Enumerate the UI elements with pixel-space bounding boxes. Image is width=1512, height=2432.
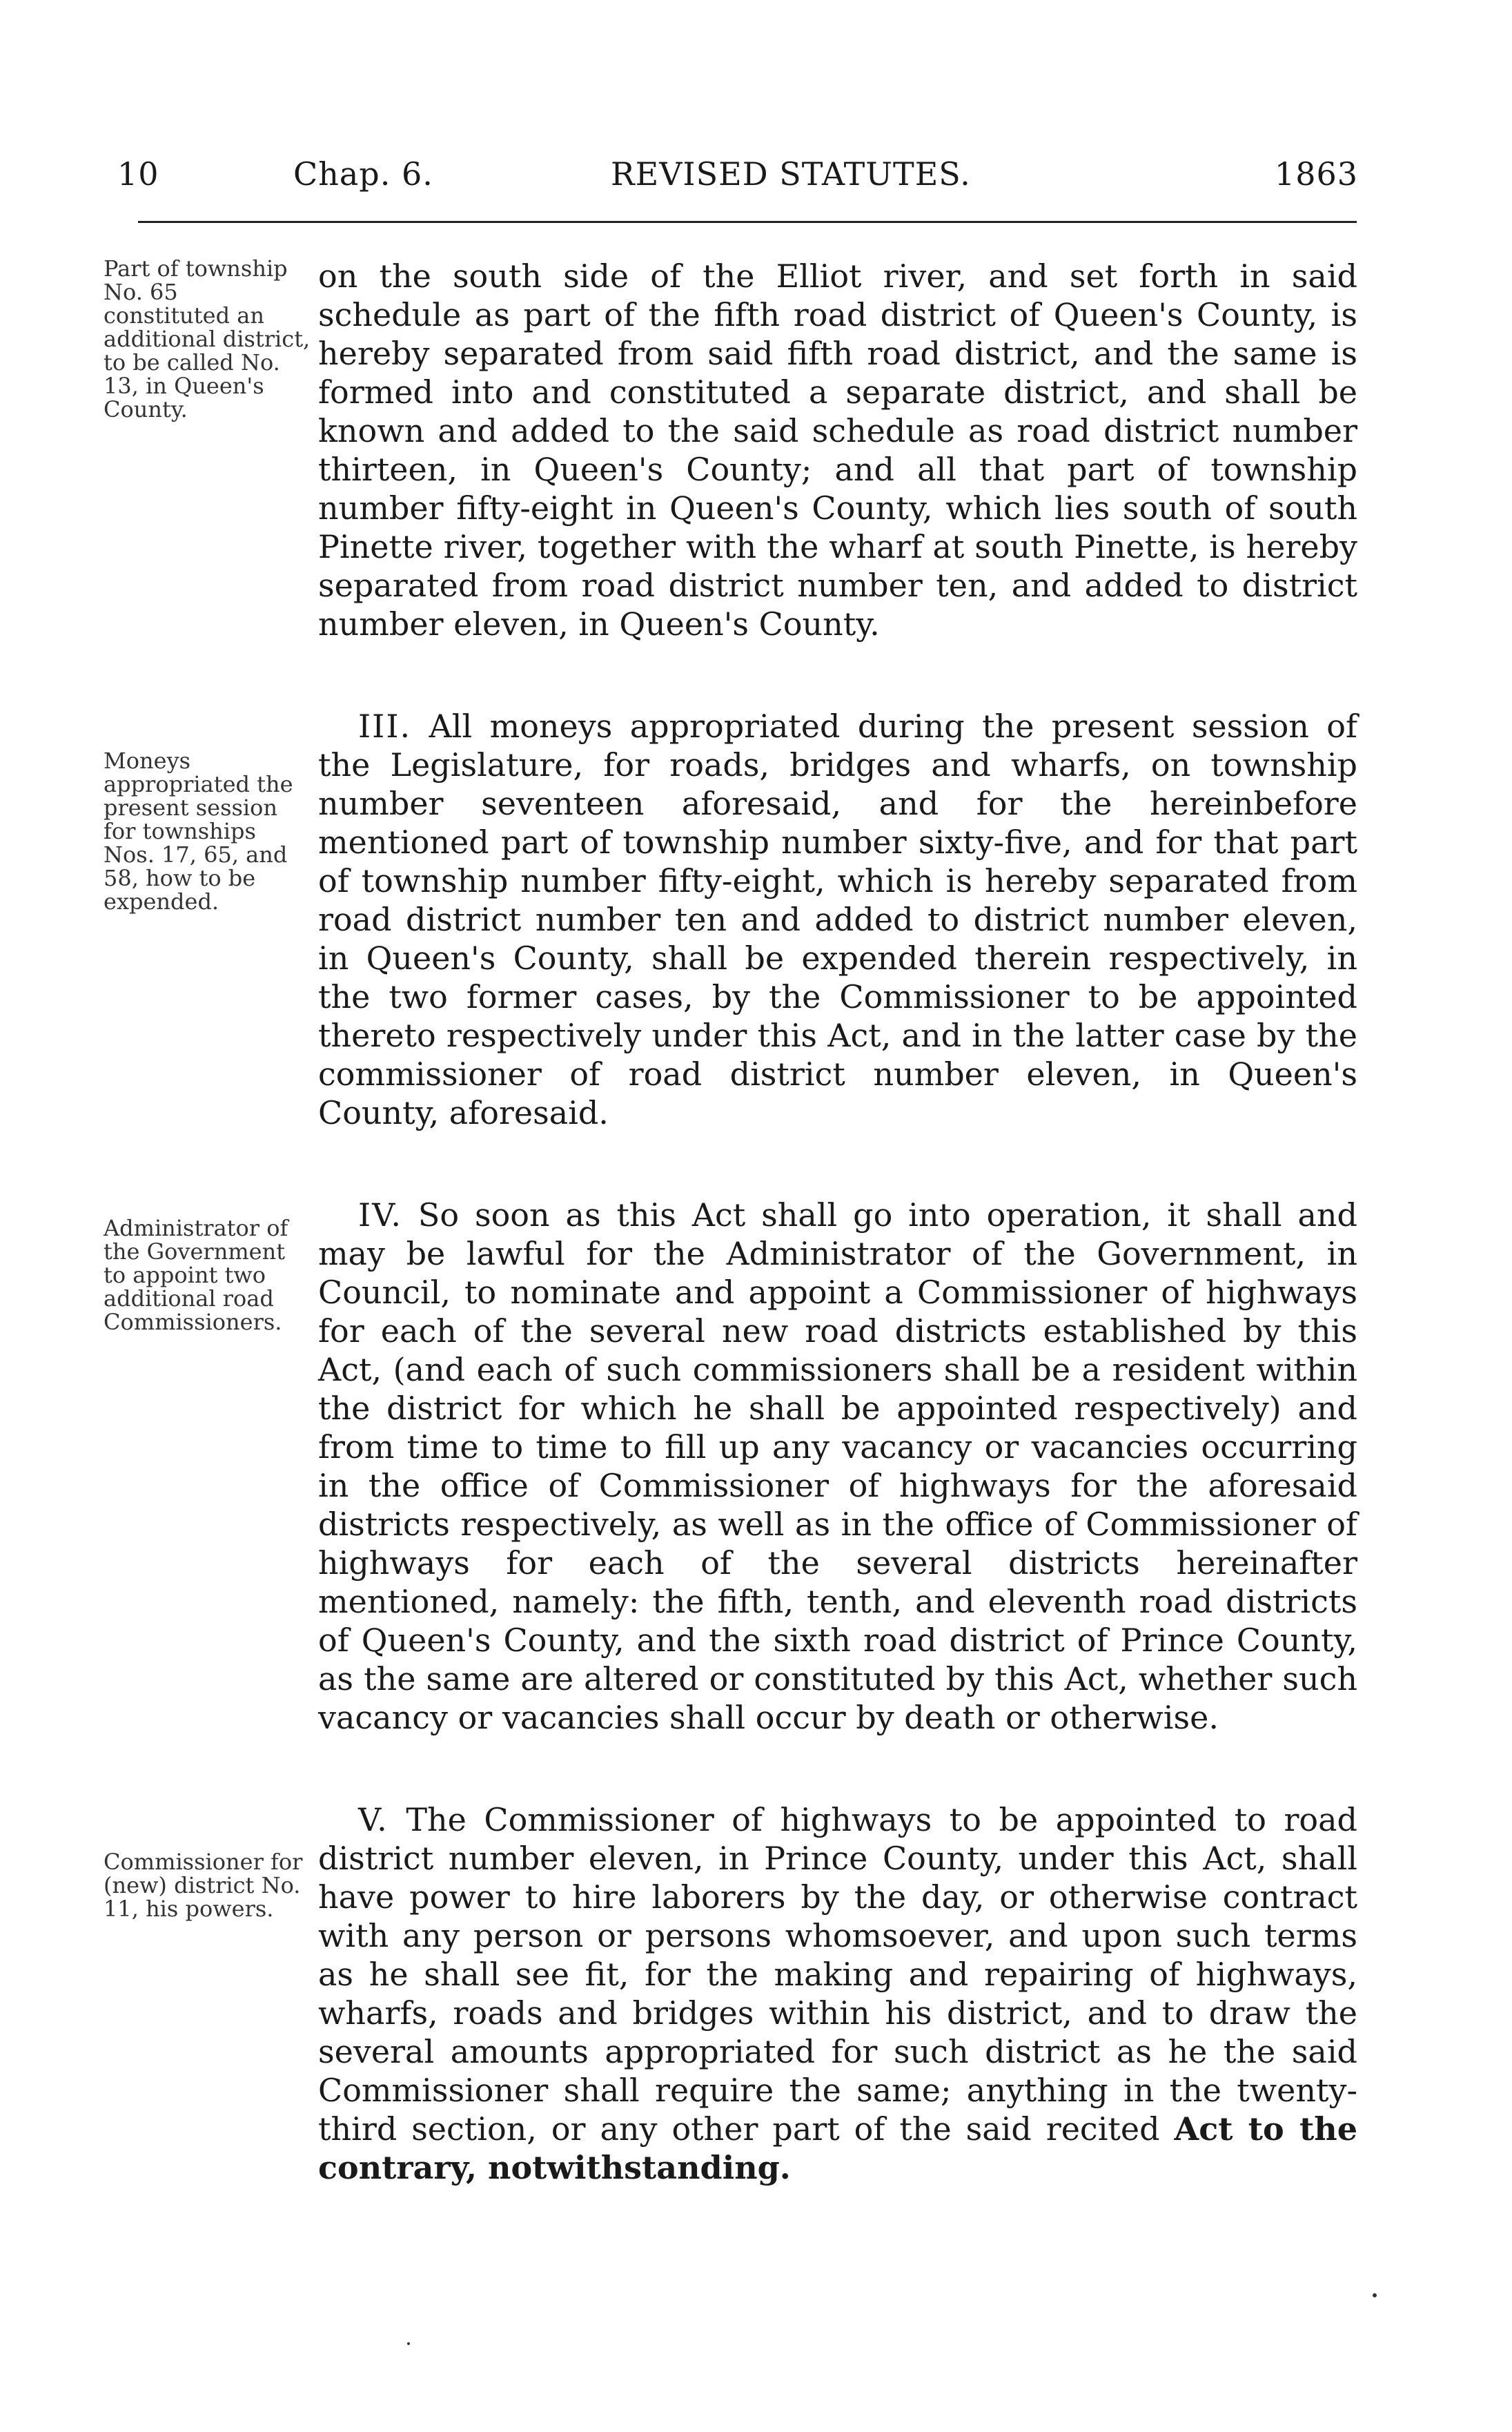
header-rule: [138, 221, 1357, 223]
margin-note-moneys-appropriated: Moneys appropriated the present session for townships Nos. 17, 65, and 58, how to be expended.: [104, 748, 293, 915]
running-header: [117, 153, 1358, 195]
margin-note-administrator: Administrator of the Government to appoint two additional road Commissioners.: [104, 1215, 288, 1335]
running-title: REVISED STATUTES.: [611, 155, 971, 193]
section-text: on the south side of the Elliot river, and set forth in said schedule as part of the fifth road district of Queen's County, is hereby separated from said fifth road district, and the same is formed into and constituted a separate district, and shall be known and added to the said schedule as road district number thirteen, in Queen's County; and all that part of township number fifty-eight in Queen's County, which lies south of south Pinette river, together with the wharf at south Pinette, is hereby separated from road district number ten, and added to district number eleven, in Queen's County.: [318, 257, 1357, 643]
margin-note-township-65: Part of township No. 65 constituted an additional district, to be called No. 13, in Queen's County.: [104, 255, 311, 422]
section-text: All moneys appropriated during the present session of the Legislature, for roads, bridges and wharfs, on township number seventeen aforesaid, and for the hereinbefore mentioned part of township number sixty-five, and for that part of township number fifty-eight, which is hereby separated from road district number ten and added to district number eleven, in Queen's County, shall be expended therein respectively, in the two former cases, by the Commissioner to be appointed thereto respectively under this Act, and in the latter case by the commissioner of road district number eleven, in Queen's County, aforesaid.: [318, 708, 1358, 1131]
section-iii: [318, 707, 1357, 1132]
page-number: 10: [117, 155, 159, 193]
section-number: V.: [358, 1801, 389, 1838]
section-text: The Commissioner of highways to be appointed to road district number eleven, in Prince County, under this Act, shall have power to hire laborers by the day, or otherwise contract with any person or persons whomsoever, and upon such terms as he shall see fit, for the making and repairing of highways, wharfs, roads and bridges within his district, and to draw the several amounts appropriated for such district as he the said Commissioner shall require the same; anything in the twenty-third section, or any other part of the said recited: [318, 1801, 1357, 2148]
section-number: IV.: [358, 1196, 402, 1234]
print-speck: [407, 2342, 410, 2345]
section-text: So soon as this Act shall go into operation, it shall and may be lawful for the Administrator of the Government, in Council, to nominate and appoint a Commissioner of highways for each of the several new road districts established by this Act, (and each of such commissioners shall be a resident within the district for which he shall be appointed respectively) and from time to time to fill up any vacancy or vacancies occurring in the office of Commissioner of highways for the aforesaid districts respectively, as well as in the office of Commissioner of highways for each of the several districts hereinafter mentioned, namely: the fifth, tenth, and eleventh road districts of Queen's County, and the sixth road district of Prince County, as the same are altered or constituted by this Act, whether such vacancy or vacancies shall occur by death or otherwise.: [318, 1196, 1358, 1736]
section-iv: [318, 1196, 1357, 1737]
margin-note-commissioner-district-11: Commissioner for (new) district No. 11, his powers.: [104, 1849, 303, 1922]
year-label: 1863: [1274, 155, 1358, 193]
section-number: III.: [358, 708, 412, 745]
section-v: [318, 1800, 1357, 2187]
section-closing: Act to the contrary, notwithstanding.: [318, 2110, 1357, 2186]
statute-body: [318, 257, 1357, 2187]
print-speck: [1373, 2293, 1377, 2297]
section-continuation: [318, 257, 1357, 643]
chapter-label: Chap. 6.: [293, 155, 433, 193]
